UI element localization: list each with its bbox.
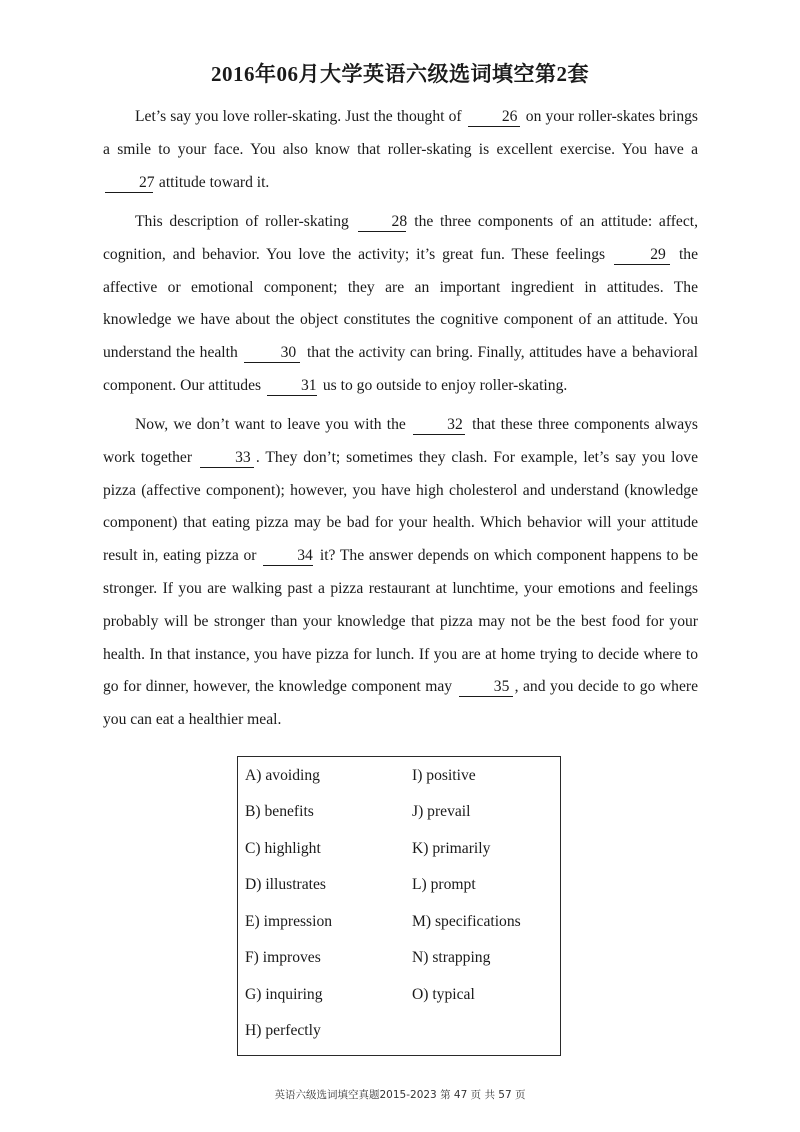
blank-29: 29 bbox=[614, 246, 670, 265]
paragraph-text: This description of roller-skating bbox=[135, 213, 356, 230]
option-c: C) highlight bbox=[245, 840, 321, 857]
option-b: B) benefits bbox=[245, 803, 314, 820]
option-o: O) typical bbox=[412, 986, 475, 1003]
blank-33: 33 bbox=[200, 449, 254, 468]
option-m: M) specifications bbox=[412, 913, 521, 930]
word-bank bbox=[237, 756, 561, 1056]
blank-35: 35 bbox=[459, 678, 513, 697]
option-k: K) primarily bbox=[412, 840, 491, 857]
option-l: L) prompt bbox=[412, 876, 476, 893]
paragraph-text: the affective or emotional component; they are an important ingredient in attitudes. The knowledge we have about the object constitutes the cognitive component of an attitude. You understand the health bbox=[103, 245, 698, 362]
option-d: D) illustrates bbox=[245, 876, 326, 893]
option-i: I) positive bbox=[412, 767, 476, 784]
blank-34: 34 bbox=[263, 547, 313, 566]
option-n: N) strapping bbox=[412, 949, 491, 966]
paragraph-2 bbox=[103, 206, 698, 403]
option-f: F) improves bbox=[245, 949, 321, 966]
paragraph-text: . They don’t; sometimes they clash. For example, let’s say you love pizza (affective component); however, you have high cholesterol and understand (knowledge component) that eating pizza may be bad for your health. Which behavior will your attitude result in, eating pizza or bbox=[103, 448, 698, 565]
blank-30: 30 bbox=[244, 344, 300, 363]
page-title: 2016年06月大学英语六级选词填空第2套 bbox=[211, 62, 589, 86]
option-j: J) prevail bbox=[412, 803, 471, 820]
page-footer: 英语六级选词填空真题2015-2023 第 47 页 共 57 页 bbox=[274, 1089, 526, 1101]
option-g: G) inquiring bbox=[245, 986, 323, 1003]
paragraph-text: on your roller-skates brings a smile to your face. You also know that roller-skating is excellent exercise. You have a bbox=[103, 108, 698, 158]
paragraph-text: Let’s say you love roller-skating. Just the thought of bbox=[135, 108, 466, 125]
blank-31: 31 bbox=[267, 377, 317, 396]
blank-28: 28 bbox=[358, 213, 406, 232]
paragraph-text: the three components of an attitude: affect, cognition, and behavior. You love the activity; it’s great fun. These feelings bbox=[103, 213, 698, 263]
blank-27: 27 bbox=[105, 174, 153, 193]
option-e: E) impression bbox=[245, 913, 333, 930]
paragraph-3 bbox=[103, 409, 698, 737]
option-h: H) perfectly bbox=[245, 1022, 321, 1039]
blank-26: 26 bbox=[468, 108, 520, 127]
paragraph-text: us to go outside to enjoy roller-skating. bbox=[318, 376, 568, 394]
paragraph-text: Now, we don’t want to leave you with the bbox=[135, 416, 411, 433]
paragraph-text: it? The answer depends on which component happens to be stronger. If you are walking past a pizza restaurant at lunchtime, your emotions and feelings probably will be stronger than your knowledge that pizza may not be the best food for your health. In that instance, you have pizza for lunch. If you are at home trying to decide where to go for dinner, however, the knowledge component may bbox=[103, 547, 698, 696]
option-a: A) avoiding bbox=[245, 767, 320, 784]
paragraph-1 bbox=[103, 101, 698, 199]
paragraph-text: attitude toward it. bbox=[155, 173, 270, 191]
paragraph-text: that these three components always work together bbox=[103, 416, 698, 466]
blank-32: 32 bbox=[413, 416, 465, 435]
paragraph-text: , and you decide to go where you can eat a healthier meal. bbox=[103, 678, 698, 729]
paragraph-text: that the activity can bring. Finally, attitudes have a behavioral component. Our attitudes bbox=[103, 344, 698, 394]
